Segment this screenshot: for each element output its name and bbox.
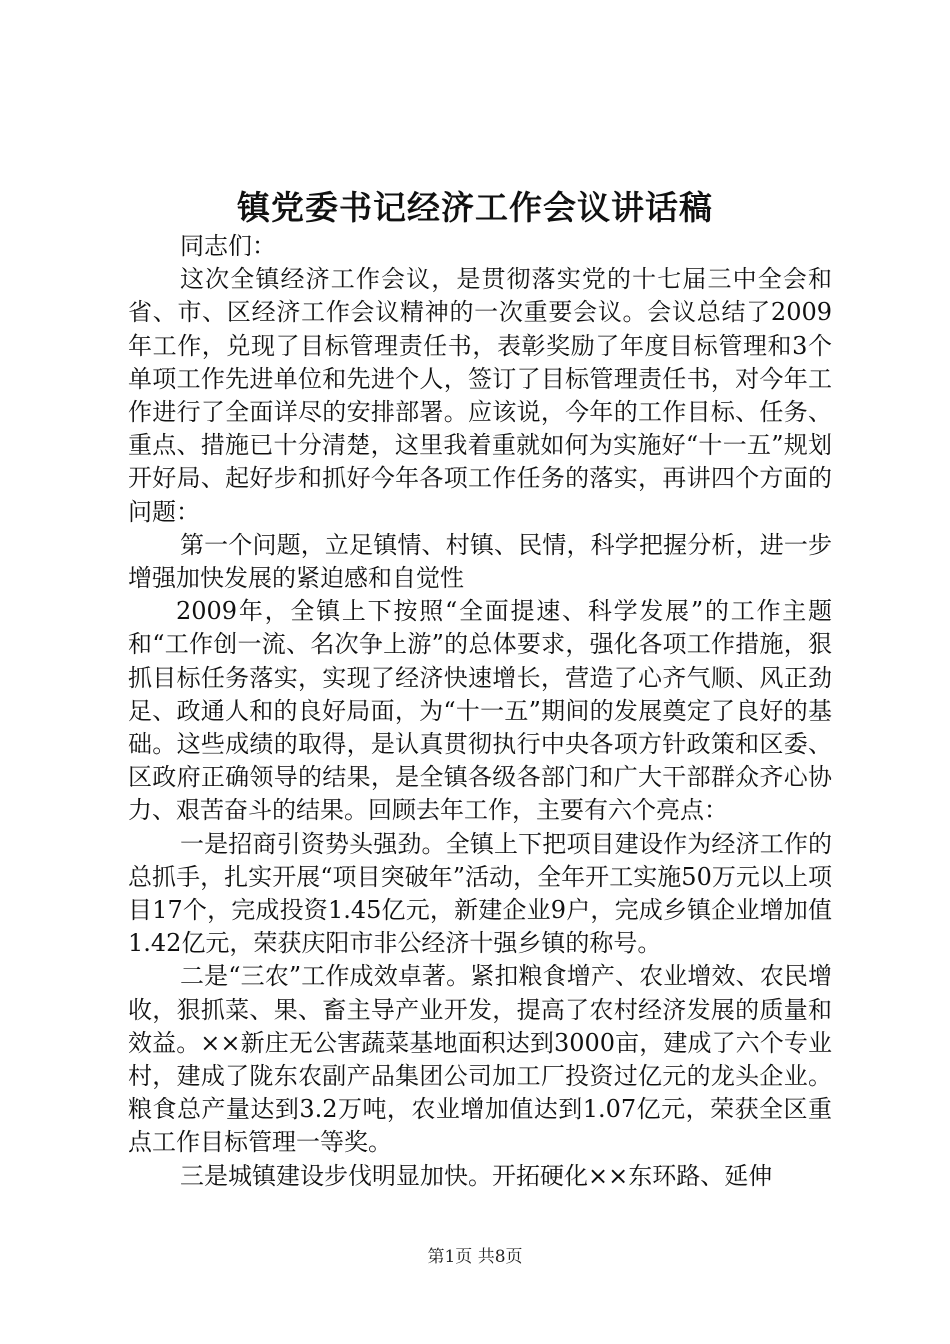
document-body	[128, 230, 832, 1193]
document-title: 镇党委书记经济工作会议讲话稿	[237, 188, 713, 227]
paragraph-review-2009: 2009年，全镇上下按照“全面提速、科学发展”的工作主题和“工作创一流、名次争上游”的总体要求，强化各项工作措施，狠抓目标任务落实，实现了经济快速增长，营造了心齐气顺、风正劲足、政通人和的良好局面，为“十一五”期间的发展奠定了良好的基础。这些成绩的取得，是认真贯彻执行中央各项方针政策和区委、区政府正确领导的结果，是全镇各级各部门和广大干部群众齐心协力、艰苦奋斗的结果。回顾去年工作，主要有六个亮点：	[128, 597, 832, 825]
paragraph-highlight-2: 二是“三农”工作成效卓著。紧扣粮食增产、农业增效、农民增收，狠抓菜、果、畜主导产业开发，提高了农村经济发展的质量和效益。××新庄无公害蔬菜基地面积达到3000亩，建成了六个专业村，建成了陇东农副产品集团公司加工厂投资过亿元的龙头企业。粮食总产量达到3.2万吨，农业增加值达到1.07亿元，荣获全区重点工作目标管理一等奖。	[128, 962, 832, 1157]
paragraph-highlight-1: 一是招商引资势头强劲。全镇上下把项目建设作为经济工作的总抓手，扎实开展“项目突破年”活动，全年开工实施50万元以上项目17个，完成投资1.45亿元，新建企业9户，完成乡镇企业增加值1.42亿元，荣获庆阳市非公经济十强乡镇的称号。	[128, 829, 832, 958]
page-footer: 第1页 共8页	[427, 1247, 523, 1267]
salutation: 同志们：	[180, 232, 276, 260]
paragraph-highlight-3: 三是城镇建设步伐明显加快。开拓硬化××东环路、延伸	[180, 1161, 773, 1190]
paragraph-intro: 这次全镇经济工作会议，是贯彻落实党的十七届三中全会和省、市、区经济工作会议精神的一次重要会议。会议总结了2009年工作，兑现了目标管理责任书，表彰奖励了年度目标管理和3个单项工作先进单位和先进个人，签订了目标管理责任书，对今年工作进行了全面详尽的安排部署。应该说，今年的工作目标、任务、重点、措施已十分清楚，这里我着重就如何为实施好“十一五”规划开好局、起好步和抓好今年各项工作任务的落实，再讲四个方面的问题：	[128, 265, 832, 526]
paragraph-section-heading-1: 第一个问题，立足镇情、村镇、民情，科学把握分析，进一步增强加快发展的紧迫感和自觉性	[128, 530, 832, 593]
